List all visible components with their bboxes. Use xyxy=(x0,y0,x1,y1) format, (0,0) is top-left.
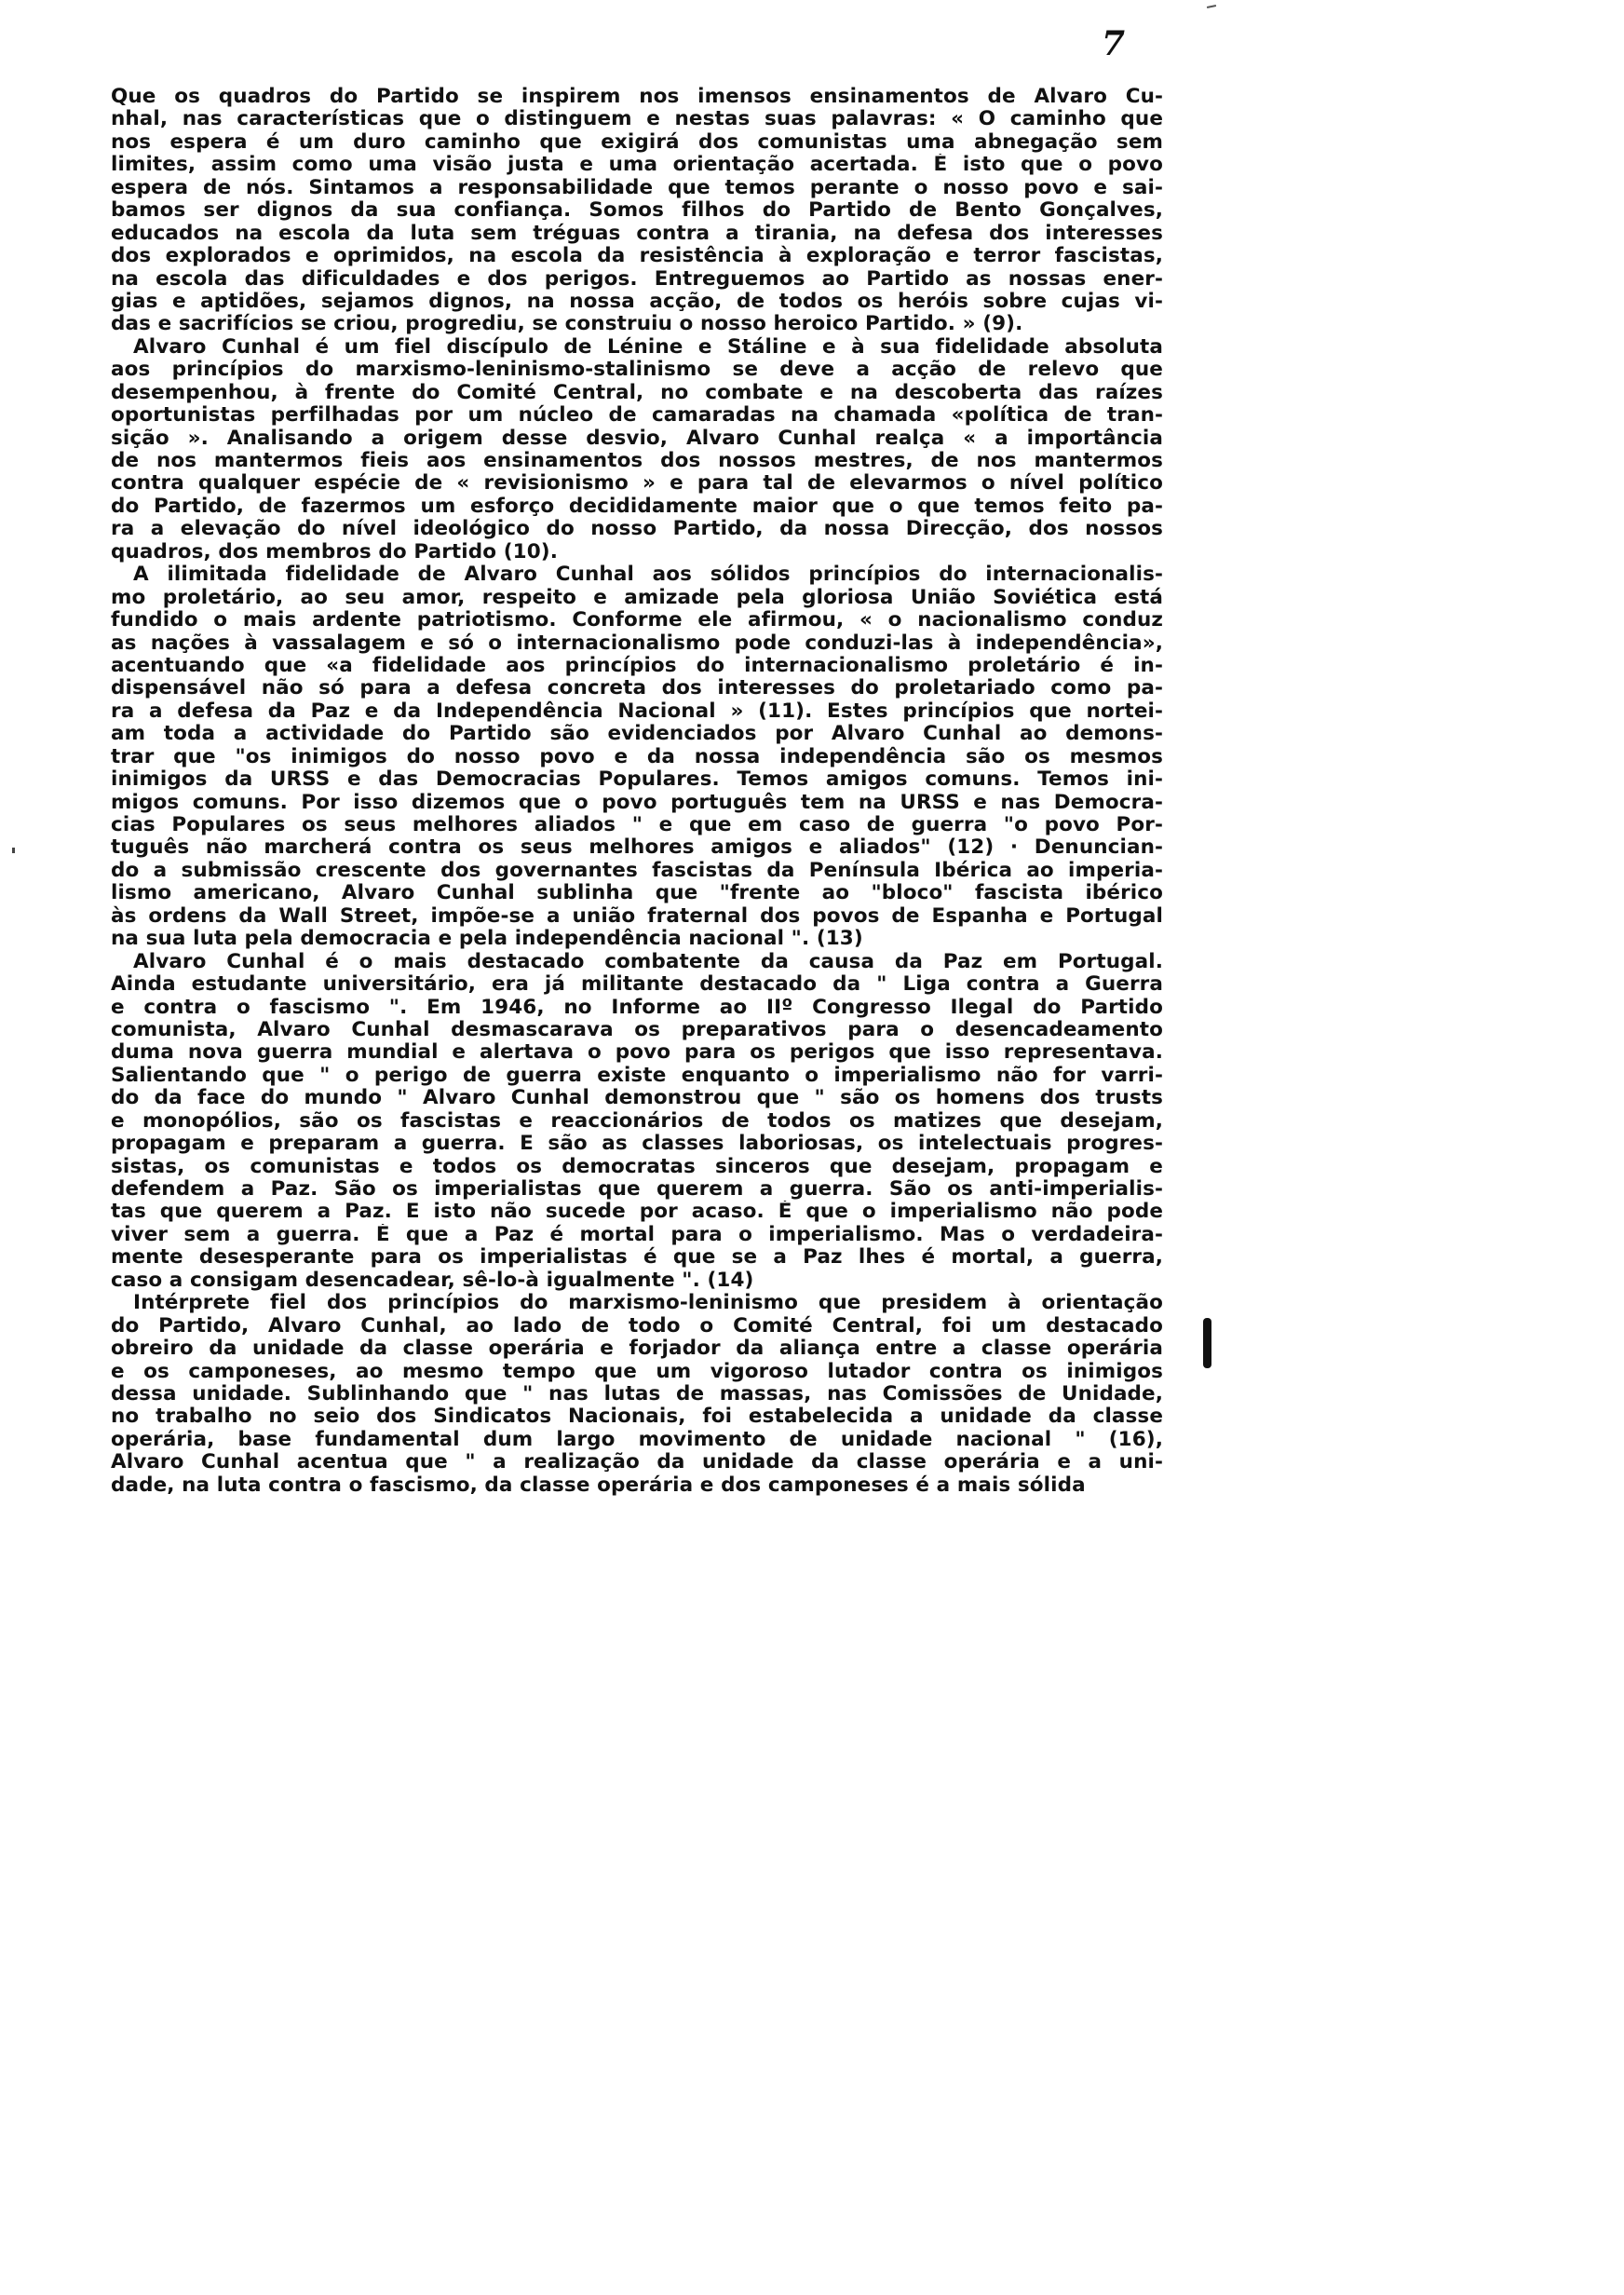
body-text xyxy=(111,86,1163,1497)
text-line: propagam e preparam a guerra. E são as classes laboriosas, os intelectuais progres- xyxy=(111,1133,1163,1156)
text-line: caso a consigam desencadear, sê-lo-à igualmente ". (14) xyxy=(111,1269,754,1292)
text-line: ra a elevação do nível ideológico do nosso Partido, da nossa Direcção, dos nossos xyxy=(111,518,1163,541)
text-line: acentuando que «a fidelidade aos princípios do internacionalismo proletário é in- xyxy=(111,654,1163,677)
text-line: e os camponeses, ao mesmo tempo que um vigoroso lutador contra os inimigos xyxy=(111,1360,1163,1383)
text-line: comunista, Alvaro Cunhal desmascarava os preparativos para o desencadeamento xyxy=(111,1018,1163,1041)
page-number: 7 xyxy=(1102,24,1126,63)
text-line: e contra o fascismo ". Em 1946, no Informe ao IIº Congresso Ilegal do Partido xyxy=(111,996,1163,1019)
text-line: sistas, os comunistas e todos os democratas sinceros que desejam, propagam e xyxy=(111,1155,1163,1178)
text-line: do a submissão crescente dos governantes fascistas da Península Ibérica ao imperia- xyxy=(111,859,1163,882)
text-line: na escola das dificuldades e dos perigos. Entreguemos ao Partido as nossas ener- xyxy=(111,267,1163,291)
text-line: nos espera é um duro caminho que exigirá dos comunistas uma abnegação sem xyxy=(111,130,1163,154)
text-line: Alvaro Cunhal é um fiel discípulo de Lénine e Stáline e à sua fidelidade absoluta xyxy=(133,335,1163,359)
text-line: espera de nós. Sintamos a responsabilidade que temos perante o nosso povo e sai- xyxy=(111,176,1163,199)
text-line: limites, assim como uma visão justa e uma orientação acertada. É isto que o povo xyxy=(111,154,1163,177)
text-line: cias Populares os seus melhores aliados " e que em caso de guerra "o povo Por- xyxy=(111,814,1163,836)
scan-mark xyxy=(1207,5,1216,8)
paragraph xyxy=(111,86,1163,336)
text-line: das e sacrifícios se criou, progrediu, se construiu o nosso heroico Partido. » (9). xyxy=(111,313,1023,336)
text-line: tas que querem a Paz. E isto não sucede por acaso. É que o imperialismo não pode xyxy=(111,1201,1163,1224)
text-line: obreiro da unidade da classe operária e forjador da aliança entre a classe operária xyxy=(111,1338,1163,1361)
text-line: tuguês não marcherá contra os seus melhores amigos e aliados" (12) · Denuncian- xyxy=(111,836,1163,860)
text-line: dos explorados e oprimidos, na escola da resistência à exploração e terror fascistas, xyxy=(111,245,1163,268)
text-line: am toda a actividade do Partido são evidenciados por Alvaro Cunhal ao demons- xyxy=(111,723,1163,746)
text-line: e monopólios, são os fascistas e reaccionários de todos os matizes que desejam, xyxy=(111,1109,1163,1133)
text-line: oportunistas perfilhadas por um núcleo de camaradas na chamada «política de tran- xyxy=(111,404,1163,428)
text-line: defendem a Paz. São os imperialistas que querem a guerra. São os anti-imperialis- xyxy=(111,1178,1163,1201)
text-line: migos comuns. Por isso dizemos que o povo português tem na URSS e nas Democra- xyxy=(111,791,1163,814)
text-line: bamos ser dignos da sua confiança. Somos filhos do Partido de Bento Gonçalves, xyxy=(111,199,1163,223)
text-line: Salientando que " o perigo de guerra existe enquanto o imperialismo não for varri- xyxy=(111,1064,1163,1087)
paragraph xyxy=(111,564,1163,950)
text-line: gias e aptidões, sejamos dignos, na nossa acção, de todos os heróis sobre cujas vi- xyxy=(111,290,1163,313)
text-line: dispensável não só para a defesa concreta dos interesses do proletariado como pa- xyxy=(111,677,1163,700)
text-line: dessa unidade. Sublinhando que " nas lutas de massas, nas Comissões de Unidade, xyxy=(111,1382,1163,1406)
text-line: fundido o mais ardente patriotismo. Conforme ele afirmou, « o nacionalismo conduz xyxy=(111,609,1163,632)
text-line: mo proletário, ao seu amor, respeito e amizade pela gloriosa União Soviética está xyxy=(111,586,1163,609)
text-line: inimigos da URSS e das Democracias Populares. Temos amigos comuns. Temos ini- xyxy=(111,768,1163,792)
text-line: às ordens da Wall Street, impõe-se a união fraternal dos povos de Espanha e Portugal xyxy=(111,904,1163,928)
scan-dot xyxy=(12,848,15,853)
text-line: Alvaro Cunhal acentua que " a realização da unidade da classe operária e a uni- xyxy=(111,1451,1163,1474)
paragraph xyxy=(111,336,1163,564)
text-line: do Partido, Alvaro Cunhal, ao lado de todo o Comité Central, foi um destacado xyxy=(111,1314,1163,1338)
text-line: na sua luta pela democracia e pela independência nacional ". (13) xyxy=(111,928,863,951)
text-line: trar que "os inimigos do nosso povo e da nossa independência são os mesmos xyxy=(111,745,1163,768)
text-line: mente desesperante para os imperialistas é que se a Paz lhes é mortal, a guerra, xyxy=(111,1246,1163,1270)
text-line: Intérprete fiel dos princípios do marxismo-leninismo que presidem à orientação xyxy=(133,1292,1163,1315)
text-line: duma nova guerra mundial e alertava o povo para os perigos que isso representava. xyxy=(111,1041,1163,1065)
text-line: lismo americano, Alvaro Cunhal sublinha que "frente ao "bloco" fascista ibérico xyxy=(111,882,1163,905)
text-line: A ilimitada fidelidade de Alvaro Cunhal aos sólidos princípios do internacionalis- xyxy=(133,564,1163,587)
paragraph xyxy=(111,951,1163,1293)
text-line: do da face do mundo " Alvaro Cunhal demonstrou que " são os homens dos trusts xyxy=(111,1087,1163,1110)
text-line: nhal, nas características que o distinguem e nestas suas palavras: « O caminho que xyxy=(111,108,1163,131)
text-line: do Partido, de fazermos um esforço decididamente maior que o que temos feito pa- xyxy=(111,495,1163,518)
text-line: no trabalho no seio dos Sindicatos Nacionais, foi estabelecida a unidade da classe xyxy=(111,1406,1163,1429)
text-line: contra qualquer espécie de « revisionismo » e para tal de elevarmos o nível político xyxy=(111,472,1163,496)
text-line: ra a defesa da Paz e da Independência Nacional » (11). Estes princípios que nortei- xyxy=(111,699,1163,723)
text-line: dade, na luta contra o fascismo, da classe operária e dos camponeses é a mais sólida xyxy=(111,1473,1086,1497)
text-line: operária, base fundamental dum largo movimento de unidade nacional " (16), xyxy=(111,1428,1163,1451)
text-line: aos princípios do marxismo-leninismo-stalinismo se deve a acção de relevo que xyxy=(111,359,1163,382)
paragraph xyxy=(111,1292,1163,1497)
text-line: educados na escola da luta sem tréguas contra a tirania, na defesa dos interesses xyxy=(111,222,1163,245)
text-line: Ainda estudante universitário, era já militante destacado da " Liga contra a Guerra xyxy=(111,973,1163,997)
text-line: desempenhou, à frente do Comité Central, no combate e na descoberta das raízes xyxy=(111,381,1163,404)
text-line: Que os quadros do Partido se inspirem nos imensos ensinamentos de Alvaro Cu- xyxy=(111,86,1163,108)
margin-mark xyxy=(1203,1318,1211,1368)
text-line: as nações à vassalagem e só o internacionalismo pode conduzi-las à independência», xyxy=(111,631,1163,655)
text-line: quadros, dos membros do Partido (10). xyxy=(111,540,558,564)
text-line: Alvaro Cunhal é o mais destacado combatente da causa da Paz em Portugal. xyxy=(133,950,1163,973)
text-line: de nos mantermos fieis aos ensinamentos dos nossos mestres, de nos mantermos xyxy=(111,450,1163,472)
text-line: viver sem a guerra. É que a Paz é mortal para o imperialismo. Mas o verdadeira- xyxy=(111,1223,1163,1246)
text-line: sição ». Analisando a origem desse desvio, Alvaro Cunhal realça « a importância xyxy=(111,427,1163,450)
